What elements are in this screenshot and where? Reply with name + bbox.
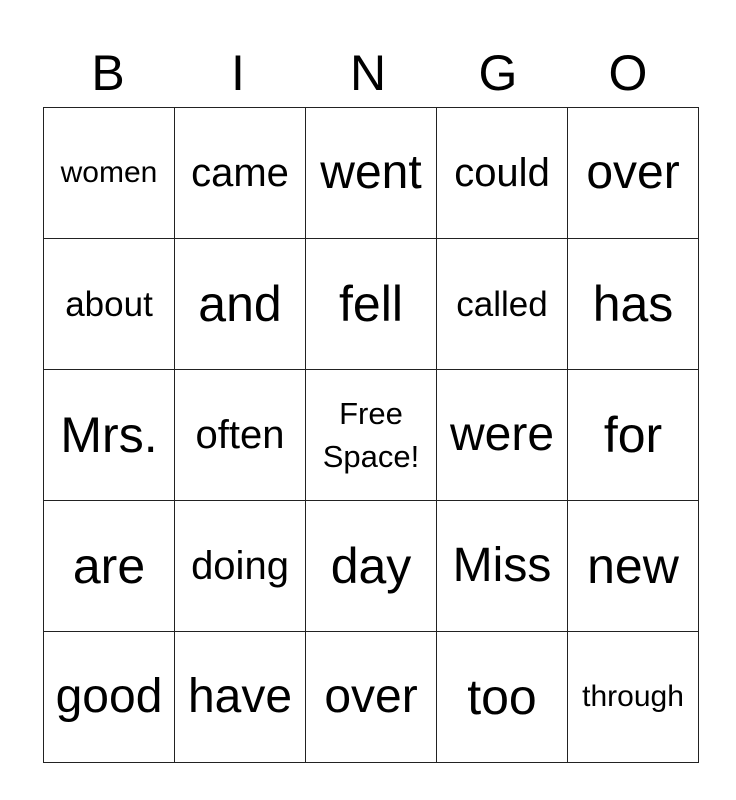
board-row <box>44 501 699 632</box>
board-row <box>44 239 699 370</box>
bingo-cell[interactable]: called <box>437 239 568 370</box>
bingo-cell[interactable]: could <box>437 108 568 239</box>
header-letter-n: N <box>349 45 387 101</box>
bingo-cell[interactable]: has <box>568 239 699 370</box>
header-letter-o: O <box>608 45 648 101</box>
bingo-cell[interactable]: too <box>437 632 568 763</box>
bingo-header <box>43 38 693 108</box>
bingo-cell[interactable]: over <box>568 108 699 239</box>
board-row <box>44 370 699 501</box>
bingo-cell[interactable]: are <box>44 501 175 632</box>
bingo-cell[interactable]: good <box>44 632 175 763</box>
header-letter-b: B <box>91 45 125 101</box>
bingo-cell[interactable]: through <box>568 632 699 763</box>
bingo-cell[interactable]: were <box>437 370 568 501</box>
board-row <box>44 108 699 239</box>
bingo-cell[interactable]: have <box>175 632 306 763</box>
free-space-line-1: Free <box>339 395 403 431</box>
bingo-cell[interactable]: often <box>175 370 306 501</box>
bingo-cell[interactable]: for <box>568 370 699 501</box>
bingo-cell[interactable]: doing <box>175 501 306 632</box>
bingo-cell[interactable]: new <box>568 501 699 632</box>
board-row <box>44 632 699 763</box>
bingo-cell[interactable]: about <box>44 239 175 370</box>
free-space-cell[interactable] <box>306 370 437 501</box>
bingo-cell[interactable]: Miss <box>437 501 568 632</box>
bingo-cell[interactable]: over <box>306 632 437 763</box>
bingo-cell[interactable]: and <box>175 239 306 370</box>
header-letter-g: G <box>478 45 518 101</box>
header-letter-i: I <box>231 45 245 101</box>
bingo-cell[interactable]: fell <box>306 239 437 370</box>
bingo-board <box>43 107 699 763</box>
bingo-cell[interactable]: day <box>306 501 437 632</box>
bingo-cell[interactable]: women <box>44 108 175 239</box>
bingo-cell[interactable]: Mrs. <box>44 370 175 501</box>
free-space-line-2: Space! <box>322 439 420 474</box>
bingo-cell[interactable]: came <box>175 108 306 239</box>
bingo-cell[interactable]: went <box>306 108 437 239</box>
